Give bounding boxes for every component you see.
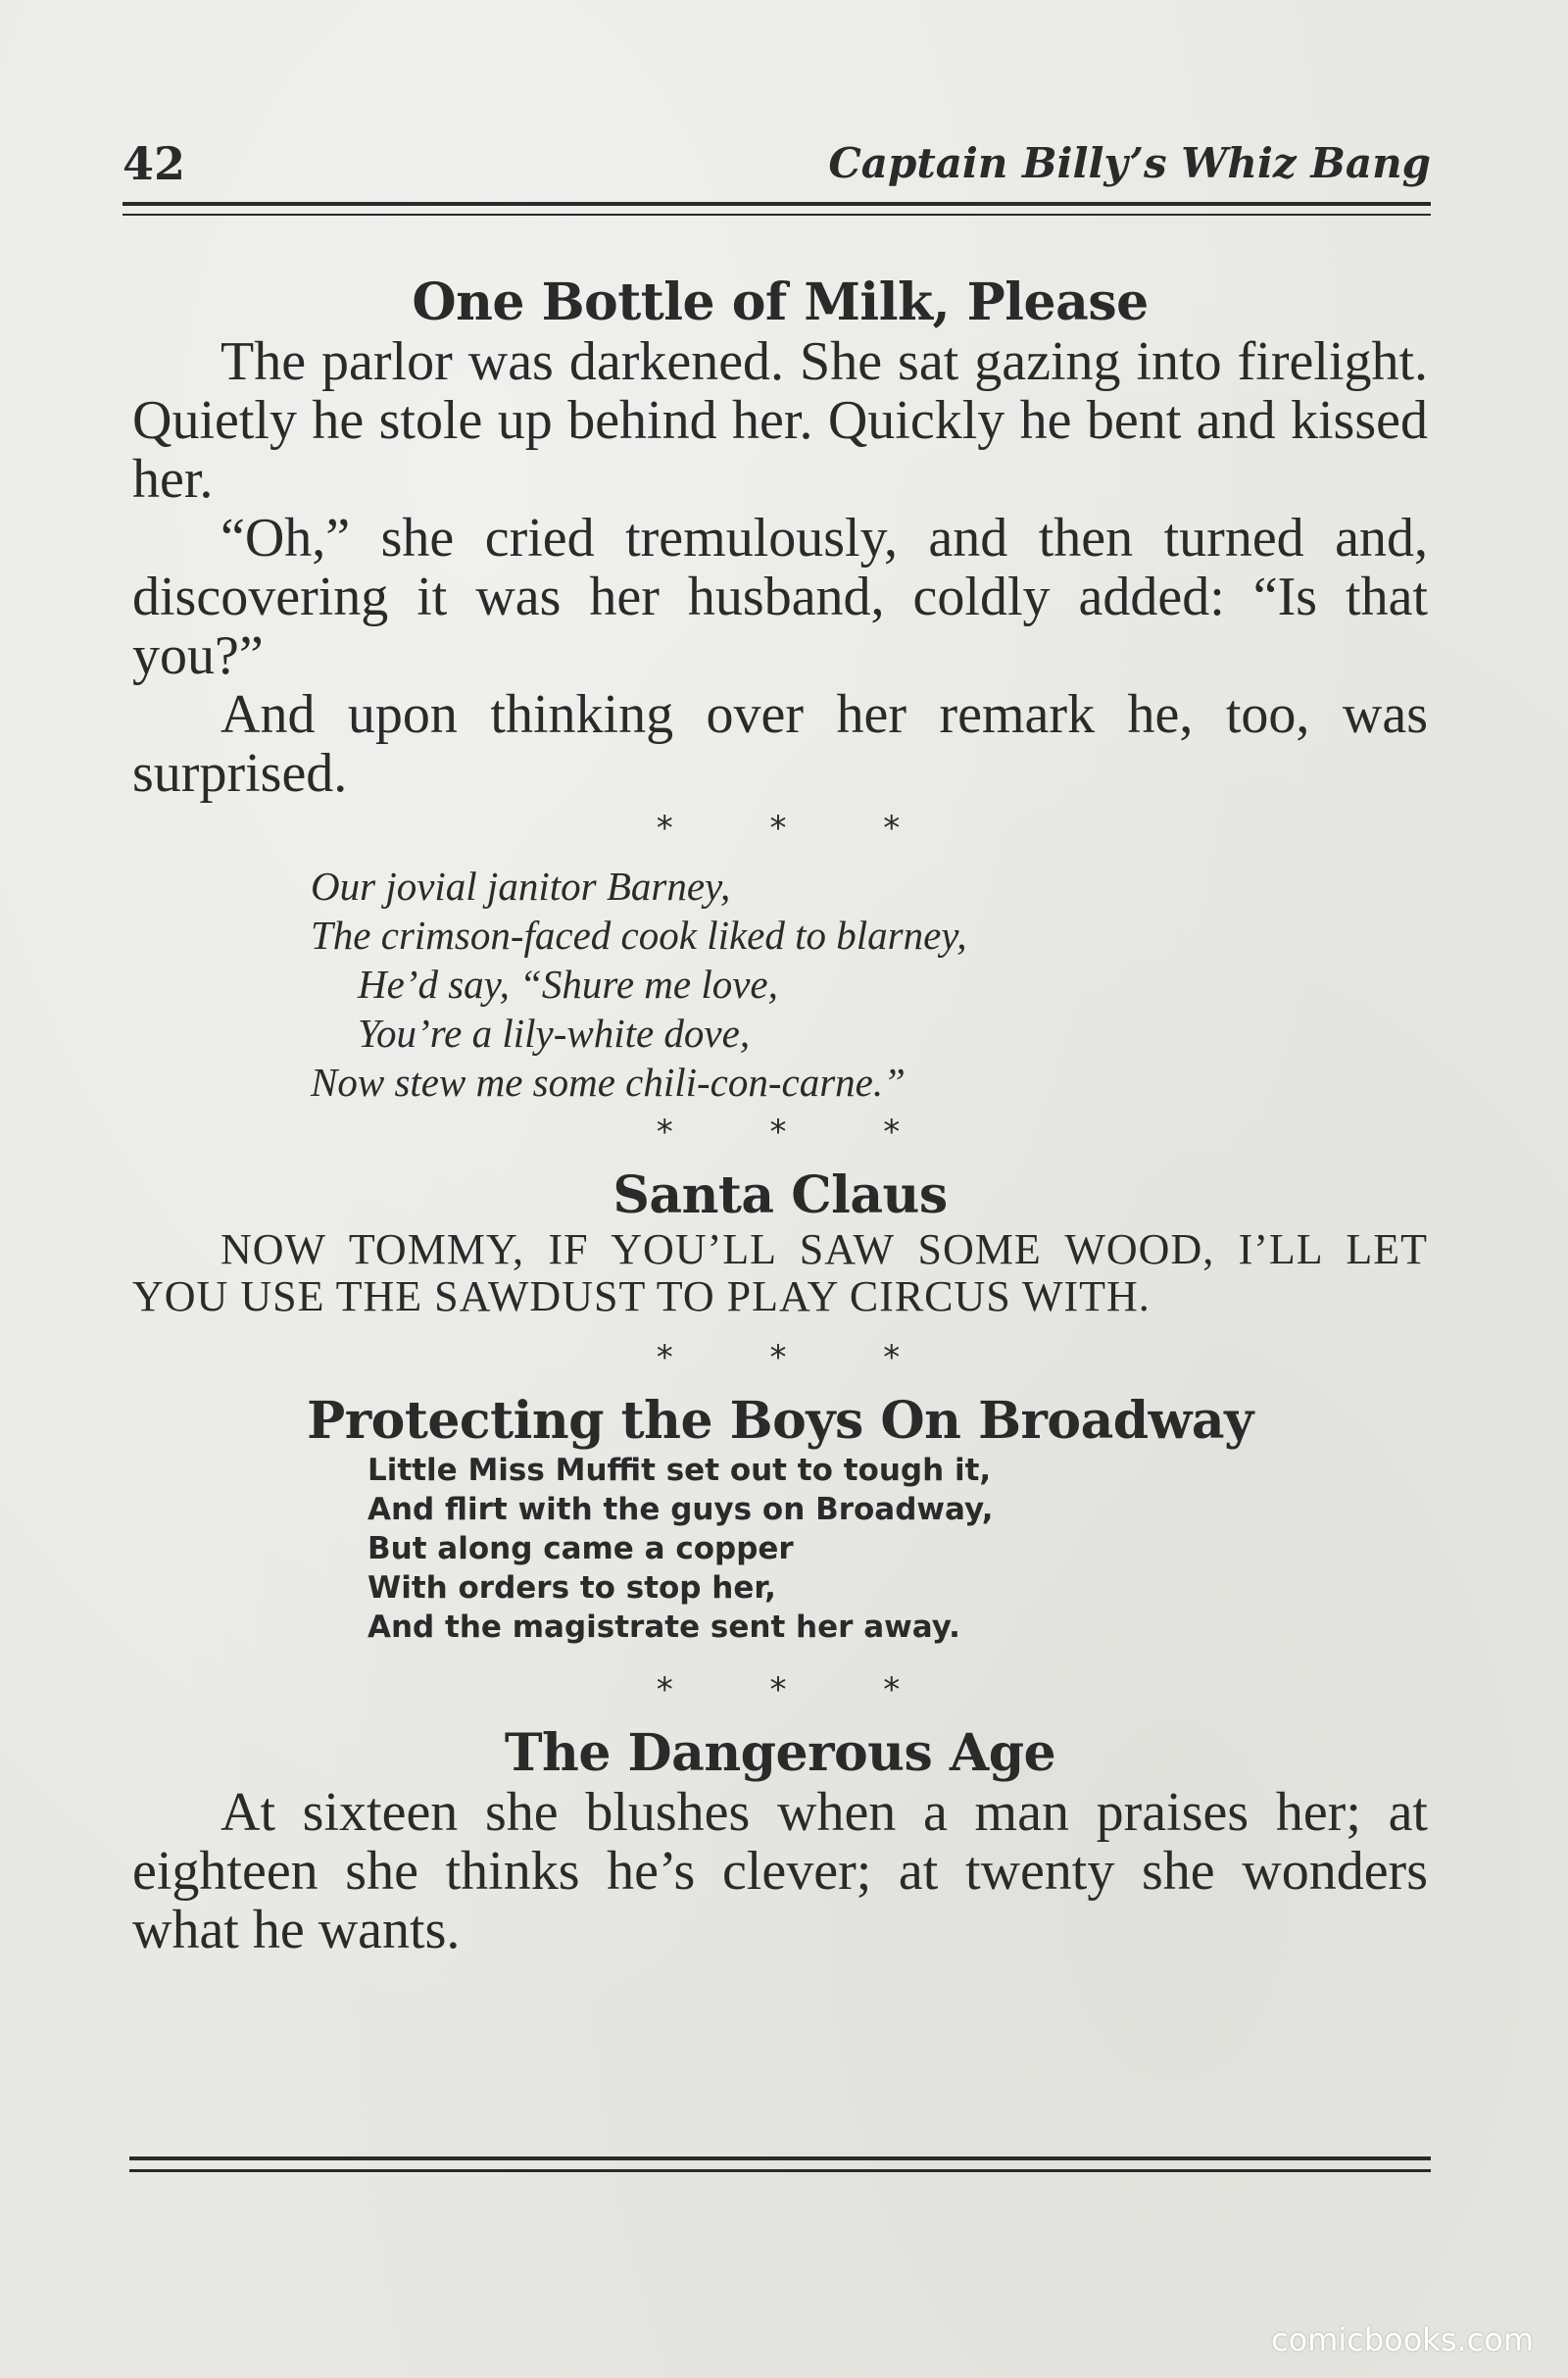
limerick-line: You’re a lily-white dove, — [358, 1011, 751, 1057]
limerick-line: Now stew me some chili-con-carne.” — [311, 1060, 906, 1106]
section-title-milk: One Bottle of Milk, Please — [412, 272, 1149, 332]
limerick — [311, 862, 1428, 1107]
separator-stars: * * * — [656, 1670, 944, 1710]
santa-text: NOW TOMMY, IF YOU’LL SAW SOME WOOD, I’LL LET YOU USE THE SAWDUST TO PLAY CIRCUS WITH. — [132, 1224, 1428, 1320]
page-number: 42 — [122, 137, 186, 190]
watermark: comicbooks.com — [1270, 2321, 1534, 2358]
header-rule — [122, 202, 1431, 216]
page-header — [122, 137, 1431, 196]
separator-stars: * * * — [656, 1113, 944, 1153]
running-title: Captain Billy’s Whiz Bang — [828, 139, 1431, 187]
age-text: At sixteen she blushes when a man praises her; at eighteen she thinks he’s clever; at twenty she wonders what he wants. — [132, 1782, 1428, 1961]
page-content — [132, 272, 1428, 1959]
milk-paragraph-2: “Oh,” she cried tremulously, and then turned and, discovering it was her husband, coldly added: “Is that you?” — [132, 508, 1428, 687]
section-title-age: The Dangerous Age — [504, 1723, 1056, 1784]
section-title-broadway: Protecting the Boys On Broadway — [307, 1390, 1253, 1451]
broadway-line: But along came a copper — [368, 1531, 794, 1567]
broadway-line: With orders to stop her, — [368, 1570, 776, 1607]
separator-stars: * * * — [656, 1337, 944, 1377]
milk-paragraph-1: The parlor was darkened. She sat gazing into firelight. Quietly he stole up behind her. Quickly he bent and kissed her. — [132, 331, 1428, 511]
limerick-line: He’d say, “Shure me love, — [358, 962, 778, 1008]
broadway-line: And the magistrate sent her away. — [368, 1610, 960, 1646]
broadway-poem — [368, 1451, 1428, 1647]
limerick-line: The crimson-faced cook liked to blarney, — [311, 913, 967, 959]
limerick-line: Our jovial janitor Barney, — [311, 864, 731, 910]
section-title-santa: Santa Claus — [612, 1165, 948, 1226]
broadway-line: Little Miss Muffit set out to tough it, — [368, 1453, 992, 1489]
separator-stars: * * * — [656, 809, 944, 849]
broadway-line: And flirt with the guys on Broadway, — [368, 1492, 994, 1528]
footer-rule — [129, 2156, 1431, 2172]
milk-paragraph-3: And upon thinking over her remark he, too, was surprised. — [132, 684, 1428, 805]
